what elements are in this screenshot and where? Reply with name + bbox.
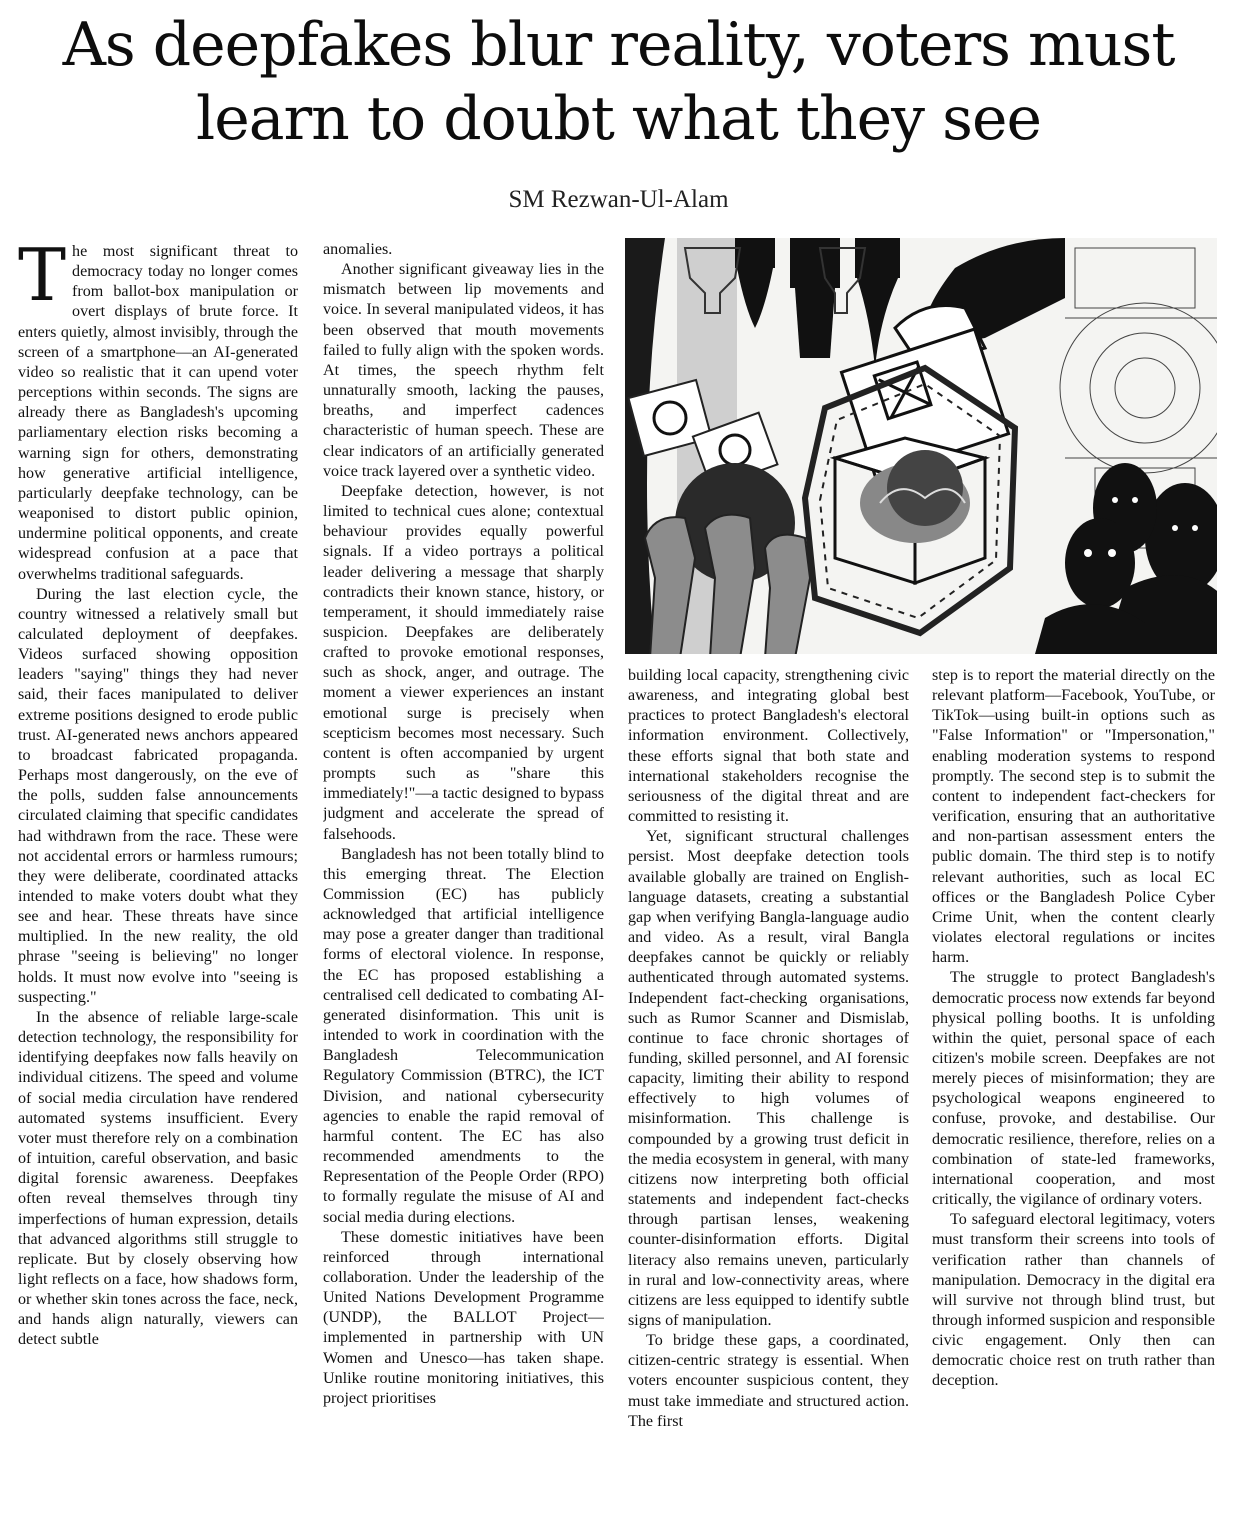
paragraph: Yet, significant structural challenges persist. Most deepfake detection tools available globally are trained on English-language datasets, creating a substantial gap when verifying Bangla-language audio and video. As a result, viral Bangla deepfakes cannot be quickly or reliably authenticated through automated systems. Independent fact-checking organisations, such as Rumor Scanner and Dismislab, continue to face chronic shortages of funding, skilled personnel, and AI forensic capacity, limiting their ability to respond effectively to high volumes of misinformation. This challenge is compounded by a growing trust deficit in the media ecosystem in general, with many citizens now interpreting both official statements and independent fact-checks through partisan lenses, weakening counter-disinformation efforts. Digital literacy also remains uneven, particularly in rural and low-connectivity areas, where citizens are less equipped to identify subtle signs of manipulation.: [628, 828, 909, 1329]
article-column-1: [18, 242, 298, 1532]
paragraph: To bridge these gaps, a coordinated, citizen-centric strategy is essential. When voters encounter suspicious content, they must take immediate and structured action. The first: [628, 1332, 909, 1430]
paragraph: Deepfake detection, however, is not limited to technical cues alone; contextual behaviour provides equally powerful signals. If a video portrays a political leader delivering a message that sharply contradicts their known stance, history, or temperament, it should immediately raise suspicion. Deepfakes are deliberately crafted to provoke emotional responses, such as shock, anger, and outrage. The moment a viewer experiences an instant emotional surge is precisely when scepticism becomes most necessary. Such content is often accompanied by urgent prompts such as "share this immediately!"—a tactic designed to bypass judgment and accelerate the spread of falsehoods.: [323, 482, 604, 843]
article-column-2: [323, 240, 604, 1532]
paragraph-text: he most significant threat to democracy today no longer comes from ballot-box manipulation or overt displays of brute force. It enters quietly, almost invisibly, through the screen of a smartphone—an AI-generated video so realistic that it can upend voter perceptions within seconds. The signs are already there as Bangladesh's upcoming parliamentary election risks becoming a warning sign for others, demonstrating how generative artificial intelligence, particularly deepfake technology, can be weaponised to distort public opinion, undermine political opponents, and create widespread confusion at a pace that overwhelms traditional safeguards.: [18, 243, 298, 583]
paragraph: Bangladesh has not been totally blind to this emerging threat. The Election Commission (EC) has publicly acknowledged that artificial intelligence may pose a greater danger than traditional forms of electoral violence. In response, the EC has proposed establishing a centralised cell dedicated to combating AI-generated disinformation. This unit is intended to work in coordination with the Bangladesh Telecommunication Regulatory Commission (BTRC), the ICT Division, and national cybersecurity agencies to enable the rapid removal of harmful content. The EC has also recommended amendments to the Representation of the People Order (RPO) to formally regulate the misuse of AI and social media during elections.: [323, 845, 604, 1226]
drop-cap: T: [18, 242, 67, 317]
paragraph: anomalies.: [323, 241, 393, 258]
paragraph: step is to report the material directly on the relevant platform—Facebook, YouTube, or TikTok—using built-in options such as "False Information" or "Impersonation," enabling moderation systems to respond promptly. The second step is to submit the content to independent fact-checkers for verification, ensuring that an authoritative and non-partisan assessment enters the public domain. The third step is to notify relevant authorities, such as local EC offices or the Bangladesh Police Cyber Crime Unit, when the content clearly violates electoral regulations or incites harm.: [932, 667, 1215, 967]
headline: As deepfakes blur reality, voters must learn to doubt what they see: [62, 10, 1175, 154]
article-column-4: [932, 666, 1215, 1532]
paragraph: In the absence of reliable large-scale detection technology, the responsibility for identifying deepfakes now falls heavily on individual citizens. The speed and volume of social media circulation have rendered automated systems insufficient. Every voter must therefore rely on a combination of intuition, careful observation, and basic digital forensic awareness. Deepfakes often reveal themselves through tiny imperfections of human expression, details that advanced algorithms still struggle to replicate. But by closely observing how light reflects on a face, how shadows form, or whether skin tones across the face, neck, and hands align naturally, viewers can detect subtle: [18, 1008, 298, 1349]
paragraph: These domestic initiatives have been reinforced through international collaboration. Under the leadership of the United Nations Development Programme (UNDP), the BALLOT Project—implemented in partnership with UN Women and Unesco—has taken shape. Unlike routine monitoring initiatives, this project prioritises: [323, 1228, 604, 1407]
paragraph: The struggle to protect Bangladesh's democratic process now extends far beyond physical polling booths. It is unfolding within the quiet, personal space of each citizen's mobile screen. Deepfakes are not merely pieces of misinformation; they are psychological weapons engineered to confuse, provoke, and destabilise. Our democratic resilience, therefore, relies on a combination of state-led frameworks, international cooperation, and most critically, the vigilance of ordinary voters.: [932, 969, 1215, 1209]
paragraph: To safeguard electoral legitimacy, voters must transform their screens into tools of verification rather than channels of manipulation. Democracy in the digital era will survive not through blind trust, but through informed suspicion and responsible civic engagement. Only then can democratic choice rest on truth rather than deception.: [932, 1211, 1215, 1390]
paragraph: [18, 242, 298, 585]
illustration-svg: [625, 238, 1217, 654]
paragraph: building local capacity, strengthening civic awareness, and integrating global best practices to protect Bangladesh's electoral information environment. Collectively, these efforts signal that both state and international stakeholders recognise the seriousness of the digital threat and are committed to resisting it.: [628, 667, 909, 826]
paragraph: During the last election cycle, the country witnessed a relatively small but calculated deployment of deepfakes. Videos surfaced showing opposition leaders "saying" things they had never said, their faces manipulated to deliver extreme positions designed to erode public trust. AI-generated news anchors appeared to broadcast fabricated propaganda. Perhaps most dangerously, on the eve of the polls, sudden false announcements circulated claiming that specific candidates had withdrawn from the race. These were not accidental errors or harmless rumours; they were deliberate, coordinated attacks intended to make voters doubt what they see and hear. These threats have since multiplied. In the new reality, the old phrase "seeing is believing" no longer holds. It must now evolve into "seeing is suspecting.": [18, 585, 298, 1006]
article-column-3: [628, 666, 909, 1532]
byline: SM Rezwan-Ul-Alam: [508, 186, 729, 213]
paragraph: Another significant giveaway lies in the mismatch between lip movements and voice. In several manipulated videos, it has been observed that mouth movements failed to fully align with the spoken words. At times, the speech rhythm felt unnaturally smooth, lacking the pauses, breaths, and imperfect cadences characteristic of human speech. These are clear indicators of an artificially generated voice track layered over a synthetic video.: [323, 261, 604, 480]
raised-fists: [645, 515, 810, 654]
ballot-box-illustration: [625, 238, 1217, 654]
